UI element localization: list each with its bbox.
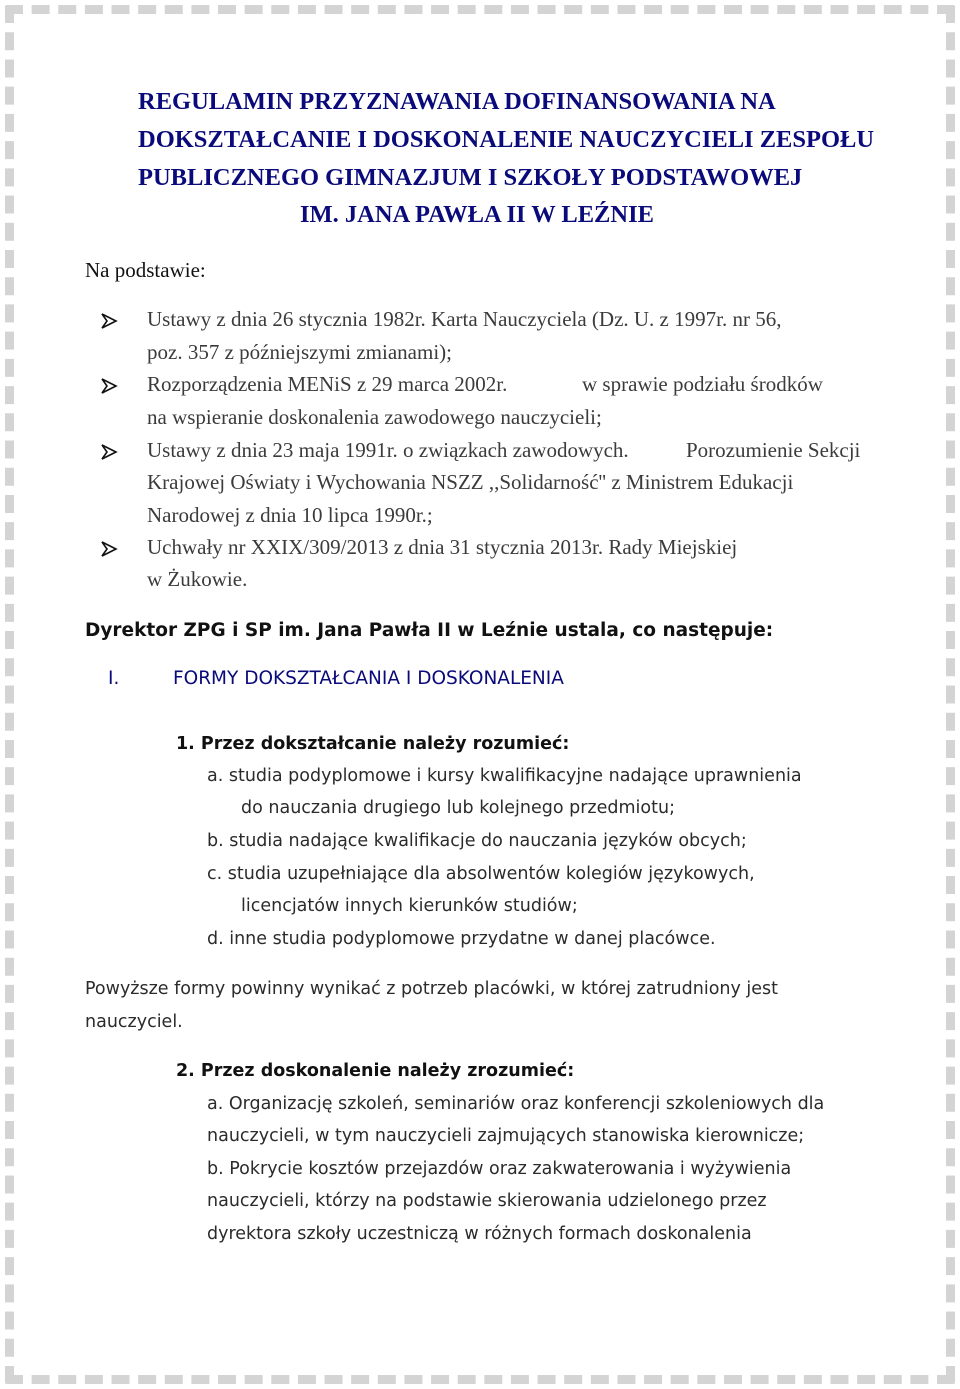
basis-item-3-line-1b: Porozumienie Sekcji: [686, 438, 861, 462]
arrow-bullet-icon: [100, 540, 118, 558]
arrow-bullet-icon: [100, 443, 118, 461]
basis-item-1-line-1: Ustawy z dnia 26 stycznia 1982r. Karta Nauczyciela (Dz. U. z 1997r. nr 56,: [147, 307, 782, 331]
section-title: FORMY DOKSZTAŁCANIA I DOSKONALENIA: [173, 668, 564, 689]
basis-item-1-line-2: poz. 357 z późniejszymi zmianami);: [147, 340, 452, 364]
point-1-item-b: b. studia nadające kwalifikacje do nauczania języków obcych;: [207, 831, 747, 851]
forms-note-line-2: nauczyciel.: [85, 1012, 183, 1032]
point-2-item-b-line-1: b. Pokrycie kosztów przejazdów oraz zakwaterowania i wyżywienia: [207, 1159, 792, 1179]
doc-title-line-4: IM. JANA PAWŁA II W LEŹNIE: [300, 201, 654, 228]
doc-title-line-2: DOKSZTAŁCANIE I DOSKONALENIE NAUCZYCIELI ZESPOŁU: [138, 126, 875, 153]
basis-item-2-line-2: na wspieranie doskonalenia zawodowego nauczycieli;: [147, 405, 602, 429]
point-2-item-a-line-1: a. Organizację szkoleń, seminariów oraz konferencji szkoleniowych dla: [207, 1094, 825, 1114]
basis-heading: Na podstawie:: [85, 258, 206, 282]
basis-item-4-line-2: w Żukowie.: [147, 567, 248, 591]
basis-item-3-line-3: Narodowej z dnia 10 lipca 1990r.;: [147, 503, 433, 527]
arrow-bullet-icon: [100, 377, 118, 395]
point-1-item-a-line-2: do nauczania drugiego lub kolejnego przedmiotu;: [241, 798, 675, 818]
point-2-item-a-line-2: nauczycieli, w tym nauczycieli zajmujących stanowiska kierownicze;: [207, 1126, 805, 1146]
point-2-item-b-line-3: dyrektora szkoły uczestniczą w różnych formach doskonalenia: [207, 1224, 752, 1244]
director-statement: Dyrektor ZPG i SP im. Jana Pawła II w Leźnie ustala, co następuje:: [85, 620, 774, 641]
doc-title-line-3: PUBLICZNEGO GIMNAZJUM I SZKOŁY PODSTAWOWEJ: [138, 164, 803, 191]
basis-item-3-line-2: Krajowej Oświaty i Wychowania NSZZ ,,Solidarność'' z Ministrem Edukacji: [147, 470, 794, 494]
point-1-item-c-line-1: c. studia uzupełniające dla absolwentów kolegiów językowych,: [207, 864, 755, 884]
arrow-bullet-icon: [100, 312, 118, 330]
basis-item-4-line-1: Uchwały nr XXIX/309/2013 z dnia 31 stycznia 2013r. Rady Miejskiej: [147, 535, 738, 559]
point-1-item-c-line-2: licencjatów innych kierunków studiów;: [241, 896, 578, 916]
point-1-heading: 1. Przez dokształcanie należy rozumieć:: [176, 734, 570, 754]
basis-item-2-line-1b: w sprawie podziału środków: [582, 372, 823, 396]
section-number: I.: [108, 668, 120, 689]
point-2-item-b-line-2: nauczycieli, którzy na podstawie skierowania udzielonego przez: [207, 1191, 767, 1211]
point-1-item-a-line-1: a. studia podyplomowe i kursy kwalifikacyjne nadające uprawnienia: [207, 766, 802, 786]
point-2-heading: 2. Przez doskonalenie należy zrozumieć:: [176, 1061, 575, 1081]
point-1-item-d: d. inne studia podyplomowe przydatne w danej placówce.: [207, 929, 716, 949]
doc-title-line-1: REGULAMIN PRZYZNAWANIA DOFINANSOWANIA NA: [138, 88, 776, 115]
basis-item-3-line-1a: Ustawy z dnia 23 maja 1991r. o związkach zawodowych.: [147, 438, 629, 462]
basis-item-2-line-1a: Rozporządzenia MENiS z 29 marca 2002r.: [147, 372, 508, 396]
forms-note-line-1: Powyższe formy powinny wynikać z potrzeb placówki, w której zatrudniony jest: [85, 979, 779, 999]
